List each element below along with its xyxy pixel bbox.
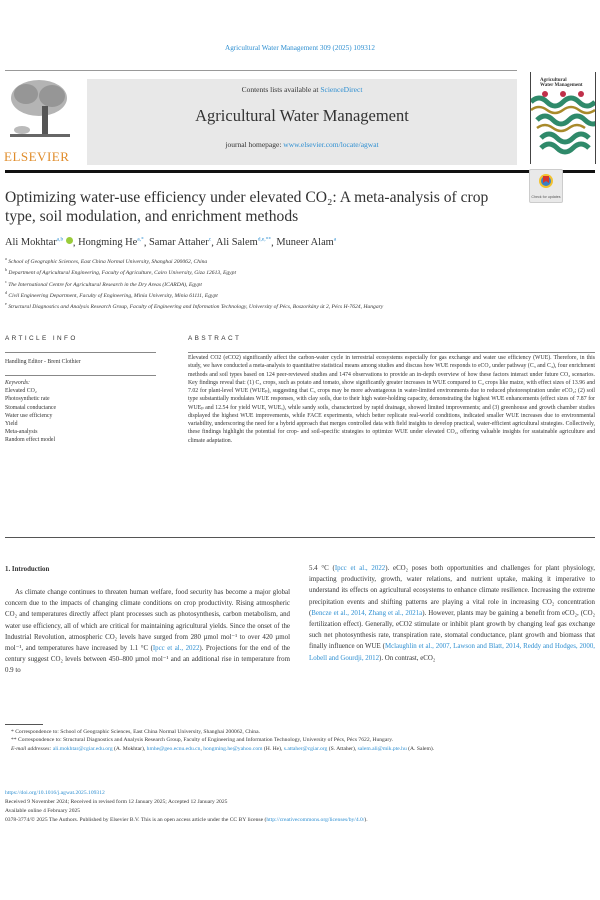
section-divider [5,537,595,538]
article-title: Optimizing water-use efficiency under elevated CO₂: A meta-analysis of crop type, soil modulation, and enrichment methods [5,189,489,225]
author-list: Ali Mokhtar$^{a,b}$ , Hongming $He^{a,*}$, Samar Attaher$^c$, Ali Salem$^{d,e,**}$, Muneer Alam$^a$ [5,237,337,249]
citation-link[interactable]: Ipcc et al., 2022 [152,645,200,653]
affiliation: $^e$ Structural Diagnostics and Analysis Research Group, Faculty of Engineering and Information Technology, University of Pécs, Boszorkány út 2, Pécs H-7624, Hungary [5,301,384,310]
footnote-divider [5,724,43,725]
elsevier-logo [4,76,74,166]
keyword: Yield [5,421,18,428]
crossmark-label: Check for updates [531,195,561,199]
header-thick-rule [5,170,595,173]
divider [188,352,595,353]
author[interactable]: Samar Attaher$^c$ [149,237,212,249]
doi-link[interactable]: https://doi.org/10.1016/j.agwat.2025.109312 [5,790,105,796]
keyword: Stomatal conductance [5,404,57,411]
top-divider [5,70,517,71]
crossmark-icon [538,173,554,189]
check-for-updates-badge[interactable] [529,169,563,203]
author[interactable]: Ali Mokhtar$^{a,b}$ [5,237,73,248]
publisher-wordmark: ELSEVIER [4,149,70,164]
keywords-list [5,379,56,445]
affiliation: $^d$ Civil Engineering Department, Faculty of Engineering, Minia University, Minia 61111, Egypt [5,289,218,299]
cover-art-icon [531,88,595,158]
handling-editor: Handling Editor - Brent Clothier [5,359,81,365]
journal-cover[interactable] [530,72,596,164]
introduction-heading: 1. Introduction [5,566,50,573]
keywords-heading: Keywords: [5,380,30,386]
homepage-link[interactable]: www.elsevier.com/locate/agwat [283,140,379,149]
journal-banner [87,79,517,165]
elsevier-tree-icon [6,76,72,142]
citation-link[interactable]: Mclaughlin et al., 2007, Lawson and Blatt, 2014, Reddy and Hodges, 2000, Lobell and Gourdji, 2012 [309,643,595,662]
citation-link[interactable]: Ipcc et al., 2022 [334,565,386,572]
email-addresses: E-mail addresses: ali.mokhtar@cgiar.edu.org (A. Mokhtar), hmhe@geo.ecnu.edu.cn, hongming.he@yahoo.com (H. He), s.attaher@cgiar.org (S. Attaher), salem.ali@mik.pte.hu (A. Salem). [11,745,435,752]
affiliations [5,255,585,311]
dates: Received 9 November 2024; Received in revised form 12 January 2025; Accepted 12 January 2025 [5,799,228,805]
correspondence-note: ** Correspondence to: Structural Diagnostics and Analysis Research Group, Faculty of Engineering and Information Technology, University of Pécs, Pécs 7622, Hungary. [11,737,394,744]
email-link[interactable]: salem.ali@mik.pte.hu [357,745,407,752]
affiliation: $^c$ The International Centre for Agricultural Research in the Dry Areas (ICARDA), Egypt [5,278,202,288]
article-info-heading: ARTICLE INFO [5,335,78,342]
footnotes [5,728,595,753]
keyword: Elevated CO₂ [5,388,37,395]
divider [5,375,156,376]
author[interactable]: Hongming $He^{a,*}$ [78,237,144,249]
homepage-line [87,140,517,149]
author[interactable]: Muneer Alam$^a$ [276,237,337,249]
abstract-heading: ABSTRACT [188,335,242,342]
email-link[interactable]: ali.mokhtar@cgiar.edu.org [52,745,113,752]
publication-info [5,789,595,825]
affiliation: $^a$ School of Geographic Sciences, East China Normal University, Shanghai 200062, China [5,256,208,265]
affiliation: $^b$ Department of Agricultural Engineering, Faculty of Agriculture, Cairo University, Giza 12613, Egypt [5,267,237,277]
sciencedirect-link[interactable]: ScienceDirect [320,85,363,94]
email-link[interactable]: hongming.he@yahoo.com [203,745,263,752]
cover-title: Agricultural Water Management [540,78,583,88]
contents-line [87,85,517,94]
author[interactable]: Ali Salem$^{d,e,**}$ [215,237,272,249]
journal-title: Agricultural Water Management [195,106,409,125]
divider [5,352,156,353]
contents-prefix: Contents lists available at [241,85,321,94]
orcid-icon[interactable] [66,237,73,244]
license-line: 0378-3774/© 2025 The Authors. Published by Elsevier B.V. This is an open access article under the CC BY license (http://creativecommons.org/licenses/by/4.0/). [5,817,368,823]
intro-left-column: As climate change continues to threaten human welfare, food security has become a major global concern due to the impacts of changing climate conditions on crop productivity. Rising atmospheric CO₂ and temperatures directly affect plant processes such as photosynthesis, carbon metabolism, and water use efficiency, all of which are critical for maintaining agricultural yields. Since the onset of the Industrial Revolution, atmospheric CO₂ levels have surged from 280 µmol mol⁻¹ to over 420 µmol mol⁻¹, and temperatures have increased by 1.1 °C (Ipcc et al., 2022). Projections for the end of the century suggest CO₂ levels between 450–800 µmol mol⁻¹ and an additional rise in temperature from 0.9 to [5,589,290,675]
keyword: Meta-analysis [5,429,38,436]
abstract-text: Elevated CO2 (eCO2) significantly affect the carbon-water cycle in terrestrial ecosystems especially for gas exchange and water use efficiency (WUE). Therefore, in this study, we have conducted a meta-analysis to quantitative statistical means among studies and discuss how WUE responds to eCO₂ under pathway (C₃ and C₄), four enrichment methods and soil types based on 124 peer-reviewed studies and 1474 observations to provide an in-depth overview of how these factors interact under future CO₂ scenarios. Key findings reveal that: (1) C₃ crops, such as potato and tomato, show significantly greater increases in WUE compared to C₄ crops like maize, with effect sizes of 13.96 and 7.02 for plant-level WUE (WUEₚ), suggesting that C₃ crops may be more advantageous in water-limited environments due to reduced photorespiration under eCO₂; (2) soil type substantially modulates WUE responses, with clay soils, due to their high water-holding capacity, demonstrating the highest WUE enhancements (effect sizes of 7.87 for WUEₚ and 12.54 for yield WUE, WUEᵧ), while sandy soils, characterized by rapid drainage, showed limited improvements; and (3) greenhouse and growth chamber studies displayed the highest WUE improvements, while FACE experiments, which better replicate real-world conditions, indicated smaller WUE increases due to environmental variability, underscoring the need for a hybrid approach that merges controlled data with field insights to develop practical, water-efficient agricultural strategies. Collectively, these findings highlight the potential for crop- and soil-specific strategies to optimize WUE under elevated CO₂, offering valuable insights for sustainable agriculture and climate adaptation. [188,355,595,444]
available-online: Available online 4 February 2025 [5,808,81,814]
homepage-prefix: journal homepage: [225,140,284,149]
keyword: Random effect model [5,437,56,444]
journal-reference[interactable]: Agricultural Water Management 309 (2025) 109312 [225,44,375,52]
license-link[interactable]: http://creativecommons.org/licenses/by/4.0/ [266,817,365,823]
email-link[interactable]: hmhe@geo.ecnu.edu.cn [146,745,201,752]
citation-link[interactable]: Bencze et al., 2014, Zhang et al., 2021a [311,609,423,617]
keyword: Photosynthetic rate [5,396,50,403]
email-link[interactable]: s.attaher@cgiar.org [283,745,328,752]
intro-right-column: 5.4 °C (Ipcc et al., 2022). eCO₂ poses both opportunities and challenges for plant physiology, impacting productivity, growth, water relations, and nutrient uptake, making it imperative to understand its effects on agricultural ecosystems to enhance climate resilience. Increasing the extreme precipitation events and shifting patterns are playing a vital role in increasing CO₂ concentration (Bencze et al., 2014, Zhang et al., 2021a). However, plants may be gaining a benefit from eCO₂, (CO₂ fertilization effect). Generally, eCO2 stimulate or inhibit plant growth by changing leaf gas exchange such net photosynthesis rate, transpiration rate, stomatal conductance, plant growth and biomass that finally influence on WUE (Mclaughlin et al., 2007, Lawson and Blatt, 2014, Reddy and Hodges, 2000, Lobell and Gourdji, 2012). On contrast, eCO₂ [309,565,595,662]
correspondence-note: * Correspondence to: School of Geographic Sciences, East China Normal University, Shanghai 200062, China. [11,729,260,735]
keyword: Water use efficiency [5,412,53,419]
